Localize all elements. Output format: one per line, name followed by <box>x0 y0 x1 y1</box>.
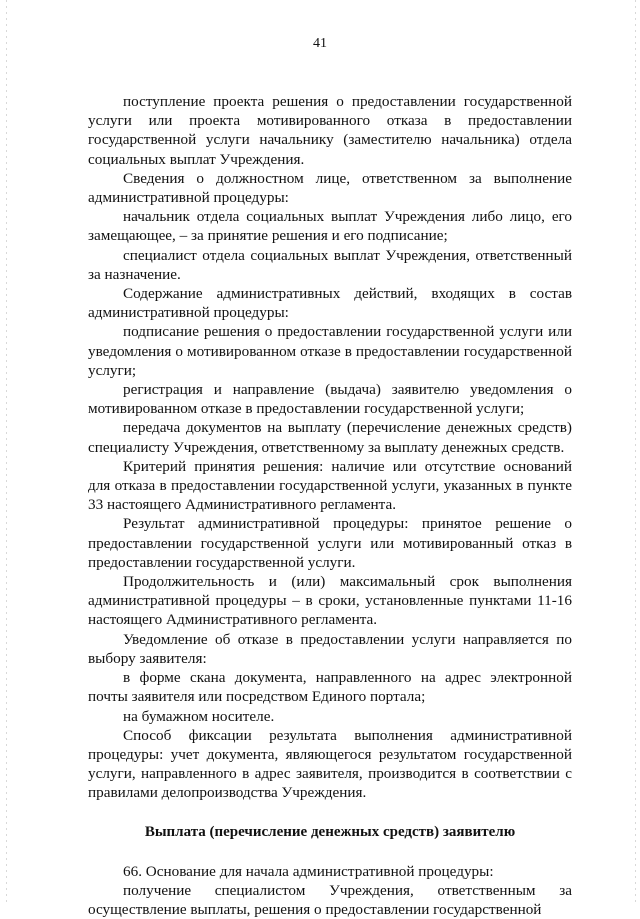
paragraph: передача документов на выплату (перечисление денежных средств) специалисту Учреждения, ответственному за выплату денежных средств. <box>88 419 572 456</box>
paragraph: Уведомление об отказе в предоставлении услуги направляется по выбору заявителя: <box>88 630 572 667</box>
paragraph: Продолжительность и (или) максимальный срок выполнения административной процедуры – в сроки, установленные пунктами 11-16 настоящего Административного регламента. <box>88 573 572 629</box>
paragraph: на бумажном носителе. <box>123 707 275 725</box>
page-number: 41 <box>313 36 327 51</box>
paragraph: 66. Основание для начала административной процедуры: <box>123 862 494 880</box>
paragraph: Способ фиксации результата выполнения административной процедуры: учет документа, являющегося результатом государственной услуги, направленного в адрес заявителя, производится в соответствии с правилами делопроизводства Учреждения. <box>88 726 572 802</box>
paragraph: получение специалистом Учреждения, ответственным за осуществление выплаты, решения о предоставлении государственной <box>88 881 572 919</box>
paragraph: Сведения о должностном лице, ответственном за выполнение административной процедуры: <box>88 169 572 207</box>
scan-edge-left <box>6 0 7 905</box>
paragraph: специалист отдела социальных выплат Учреждения, ответственный за назначение. <box>88 246 572 283</box>
paragraph: Критерий принятия решения: наличие или отсутствие оснований для отказа в предоставлении государственной услуги, указанных в пункте 33 настоящего Административного регламента. <box>88 457 572 514</box>
paragraph: Результат административной процедуры: принятое решение о предоставлении государственной услуги или мотивированный отказ в предоставлении государственной услуги. <box>88 515 572 571</box>
paragraph: поступление проекта решения о предоставлении государственной услуги или проекта мотивированного отказа в предоставлении государственной услуги начальнику (заместителю начальника) отдела социальных выплат Учреждения. <box>88 93 572 168</box>
section-heading: Выплата (перечисление денежных средств) заявителю <box>144 823 516 840</box>
paragraph: начальник отдела социальных выплат Учреждения либо лицо, его замещающее, – за принятие решения и его подписание; <box>88 208 572 245</box>
paragraph: Содержание административных действий, входящих в состав административной процедуры: <box>88 285 572 322</box>
paragraph: подписание решения о предоставлении государственной услуги или уведомления о мотивированном отказе в предоставлении государственной услуги; <box>88 323 572 379</box>
paragraph: в форме скана документа, направленного на адрес электронной почты заявителя или посредством Единого портала; <box>88 669 572 706</box>
document-body <box>88 92 572 919</box>
paragraph: регистрация и направление (выдача) заявителю уведомления о мотивированном отказе в предоставлении государственной услуги; <box>88 381 572 418</box>
scan-edge-right <box>635 0 636 905</box>
